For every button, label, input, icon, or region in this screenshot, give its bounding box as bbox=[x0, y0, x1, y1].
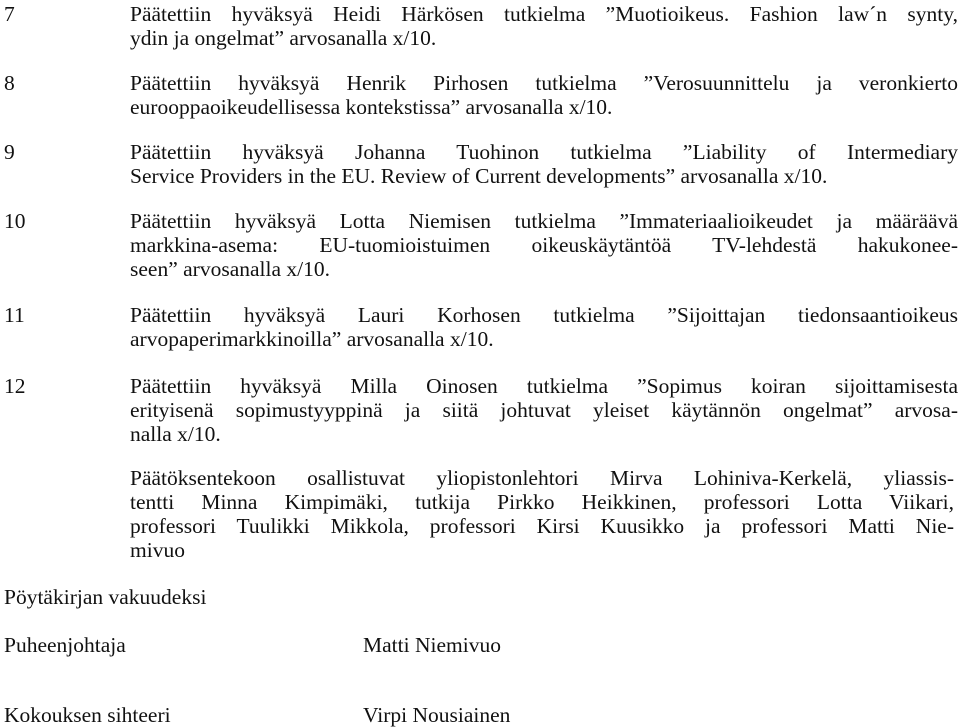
decision-item-8 bbox=[4, 71, 956, 121]
item-number: 9 bbox=[4, 140, 15, 164]
secretary-name: Virpi Nousiainen bbox=[363, 703, 511, 727]
item-text bbox=[130, 140, 958, 188]
item-text-line: Päätettiin hyväksyä Lauri Korhosen tutkielma ”Sijoittajan tiedonsaantioikeus bbox=[130, 303, 958, 327]
item-text bbox=[130, 374, 958, 446]
item-number: 8 bbox=[4, 71, 15, 95]
item-number: 12 bbox=[4, 374, 26, 398]
item-text-line: Päätettiin hyväksyä Milla Oinosen tutkielma ”Sopimus koiran sijoittamisesta bbox=[130, 374, 958, 398]
decision-item-10 bbox=[4, 209, 956, 283]
secretary-label: Kokouksen sihteeri bbox=[4, 703, 171, 727]
item-text-line: Päätettiin hyväksyä Henrik Pirhosen tutkielma ”Verosuunnittelu ja veronkierto bbox=[130, 71, 958, 95]
participants-line: mivuo bbox=[130, 538, 185, 562]
decision-item-12 bbox=[4, 374, 956, 448]
participants-line: Päätöksentekoon osallistuvat yliopistonlehtori Mirva Lohiniva-Kerkelä, yliassis- bbox=[130, 466, 954, 490]
decision-item-7 bbox=[4, 2, 956, 52]
decision-item-9 bbox=[4, 140, 956, 190]
item-number: 11 bbox=[4, 303, 25, 327]
item-text-line: nalla x/10. bbox=[130, 422, 221, 446]
participants-line: tentti Minna Kimpimäki, tutkija Pirkko Heikkinen, professori Lotta Viikari, bbox=[130, 490, 954, 514]
item-text-line: arvopaperimarkkinoilla” arvosanalla x/10. bbox=[130, 327, 494, 351]
item-number: 10 bbox=[4, 209, 26, 233]
item-text-line: Päätettiin hyväksyä Lotta Niemisen tutkielma ”Immateriaalioikeudet ja määräävä bbox=[130, 209, 958, 233]
item-text bbox=[130, 2, 958, 50]
item-text bbox=[130, 209, 958, 281]
chair-name: Matti Niemivuo bbox=[363, 633, 501, 657]
item-text-line: Päätettiin hyväksyä Johanna Tuohinon tutkielma ”Liability of Intermediary bbox=[130, 140, 958, 164]
item-number: 7 bbox=[4, 2, 15, 26]
item-text-line: seen” arvosanalla x/10. bbox=[130, 257, 330, 281]
item-text-line: markkina-asema: EU-tuomioistuimen oikeuskäytäntöä TV-lehdestä hakukonee- bbox=[130, 233, 958, 257]
decision-item-11 bbox=[4, 303, 956, 353]
item-text-line: Service Providers in the EU. Review of Current developments” arvosanalla x/10. bbox=[130, 164, 828, 188]
item-text bbox=[130, 303, 958, 351]
item-text bbox=[130, 71, 958, 119]
participants-paragraph bbox=[130, 466, 954, 562]
chair-label: Puheenjohtaja bbox=[4, 633, 126, 657]
minutes-attestation-heading: Pöytäkirjan vakuudeksi bbox=[4, 585, 207, 609]
item-text-line: ydin ja ongelmat” arvosanalla x/10. bbox=[130, 26, 437, 50]
item-text-line: erityisenä sopimustyyppinä ja siitä johtuvat yleiset käytännön ongelmat” arvosa- bbox=[130, 398, 958, 422]
item-text-line: eurooppaoikeudellisessa kontekstissa” arvosanalla x/10. bbox=[130, 95, 613, 119]
participants-line: professori Tuulikki Mikkola, professori Kirsi Kuusikko ja professori Matti Nie- bbox=[130, 514, 954, 538]
item-text-line: Päätettiin hyväksyä Heidi Härkösen tutkielma ”Muotioikeus. Fashion law´n synty, bbox=[130, 2, 958, 26]
